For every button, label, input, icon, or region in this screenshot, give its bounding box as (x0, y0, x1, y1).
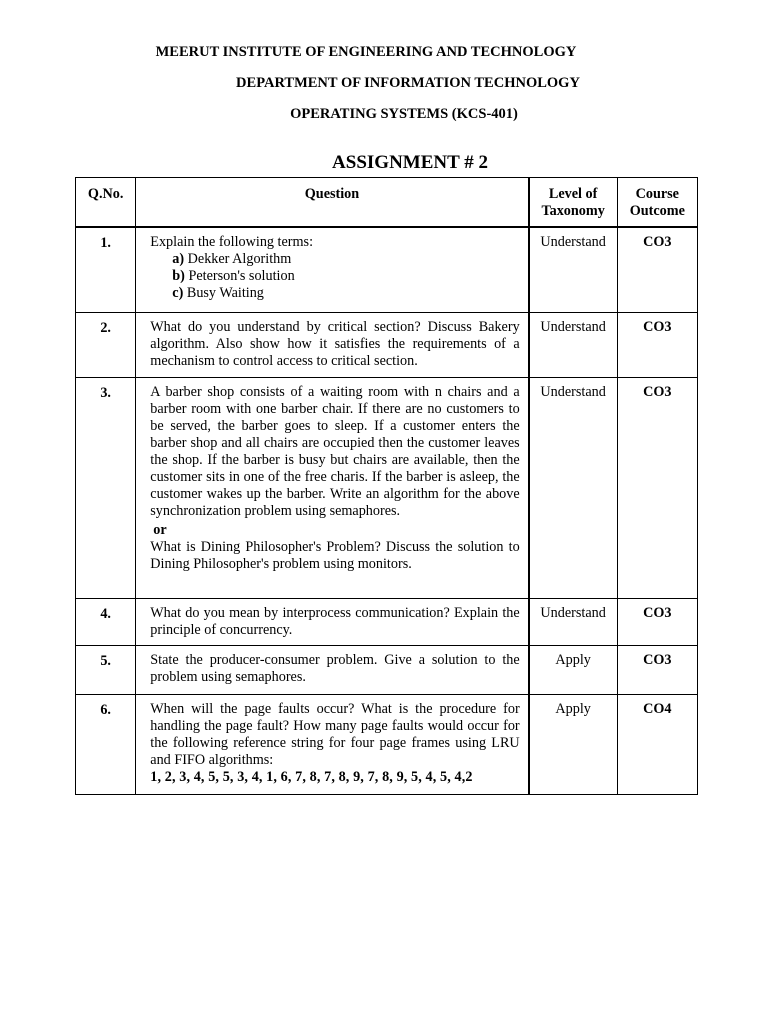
question-text (136, 227, 529, 313)
taxonomy-level: Apply (529, 646, 617, 695)
question-subitem (150, 268, 519, 285)
question-alternative: What is Dining Philosopher's Problem? Discuss the solution to Dining Philosopher's problem using monitors. (150, 539, 520, 572)
question-subitem (150, 251, 519, 268)
column-header-question: Question (136, 178, 529, 227)
reference-string: 1, 2, 3, 4, 5, 5, 3, 4, 1, 6, 7, 8, 7, 8, 9, 7, 8, 9, 5, 4, 5, 4,2 (150, 769, 473, 785)
table-row (76, 313, 698, 378)
question-intro: Explain the following terms: (150, 233, 314, 250)
subitem-marker: b) (172, 267, 185, 284)
question-text (136, 695, 529, 795)
column-header-outcome-line1: Course (635, 186, 679, 202)
question-body: When will the page faults occur? What is the procedure for handling the page fault? How many page faults would occur for the following reference string for four page frames using LRU and FIFO algorithms: (150, 701, 520, 768)
question-number: 5. (76, 646, 136, 695)
assignment-title: ASSIGNMENT # 2 (332, 152, 488, 173)
column-header-level (529, 178, 617, 227)
course-outcome: CO3 (617, 227, 697, 313)
question-text (136, 599, 529, 646)
subitem-marker: a) (172, 250, 185, 267)
column-header-qno: Q.No. (76, 178, 136, 227)
course-name: OPERATING SYSTEMS (KCS-401) (290, 106, 518, 122)
question-subitem (150, 285, 519, 302)
column-header-outcome-line2: Outcome (629, 203, 685, 219)
subitem-text: Dekker Algorithm (184, 250, 292, 267)
taxonomy-level: Understand (529, 313, 617, 378)
question-body: What do you understand by critical section? Discuss Bakery algorithm. Also show how it satisfies the requirements of a mechanism to control access to critical section. (150, 319, 520, 369)
table-row (76, 646, 698, 695)
taxonomy-level: Understand (529, 599, 617, 646)
question-number: 2. (76, 313, 136, 378)
course-outcome: CO3 (617, 313, 697, 378)
question-text (136, 646, 529, 695)
course-outcome: CO3 (617, 646, 697, 695)
subitem-text: Busy Waiting (183, 284, 264, 301)
question-number: 3. (76, 378, 136, 599)
question-text (136, 313, 529, 378)
table-row (76, 599, 698, 646)
table-row (76, 378, 698, 599)
taxonomy-level: Apply (529, 695, 617, 795)
column-header-level-line2: Taxonomy (541, 203, 605, 219)
assignment-table (75, 177, 698, 795)
column-header-level-line1: Level of (548, 186, 598, 202)
taxonomy-level: Understand (529, 378, 617, 599)
column-header-outcome (617, 178, 697, 227)
subitem-text: Peterson's solution (184, 267, 295, 284)
question-number: 6. (76, 695, 136, 795)
table-header-row (76, 178, 698, 227)
course-outcome: CO3 (617, 599, 697, 646)
taxonomy-level: Understand (529, 227, 617, 313)
subitem-marker: c) (172, 284, 184, 301)
question-body: State the producer-consumer problem. Give a solution to the problem using semaphores. (150, 652, 520, 685)
question-number: 1. (76, 227, 136, 313)
course-outcome: CO3 (617, 378, 697, 599)
question-number: 4. (76, 599, 136, 646)
question-text (136, 378, 529, 599)
department-name: DEPARTMENT OF INFORMATION TECHNOLOGY (236, 75, 580, 91)
table-row (76, 227, 698, 313)
or-separator: or (153, 522, 167, 538)
question-body: What do you mean by interprocess communication? Explain the principle of concurrency. (150, 605, 520, 638)
course-outcome: CO4 (617, 695, 697, 795)
institute-name: MEERUT INSTITUTE OF ENGINEERING AND TECHNOLOGY (155, 44, 577, 60)
table-row (76, 695, 698, 795)
question-body: A barber shop consists of a waiting room with n chairs and a barber room with one barber chair. If there are no customers to be served, the barber goes to sleep. If a customer enters the barber shop and all chairs are occupied then the customer leaves the shop. If the barber is busy but chairs are available, then the customer sits in one of the free charis. If the barber is asleep, the customer wakes up the barber. Write an algorithm for the above synchronization problem using semaphores. (150, 384, 520, 519)
